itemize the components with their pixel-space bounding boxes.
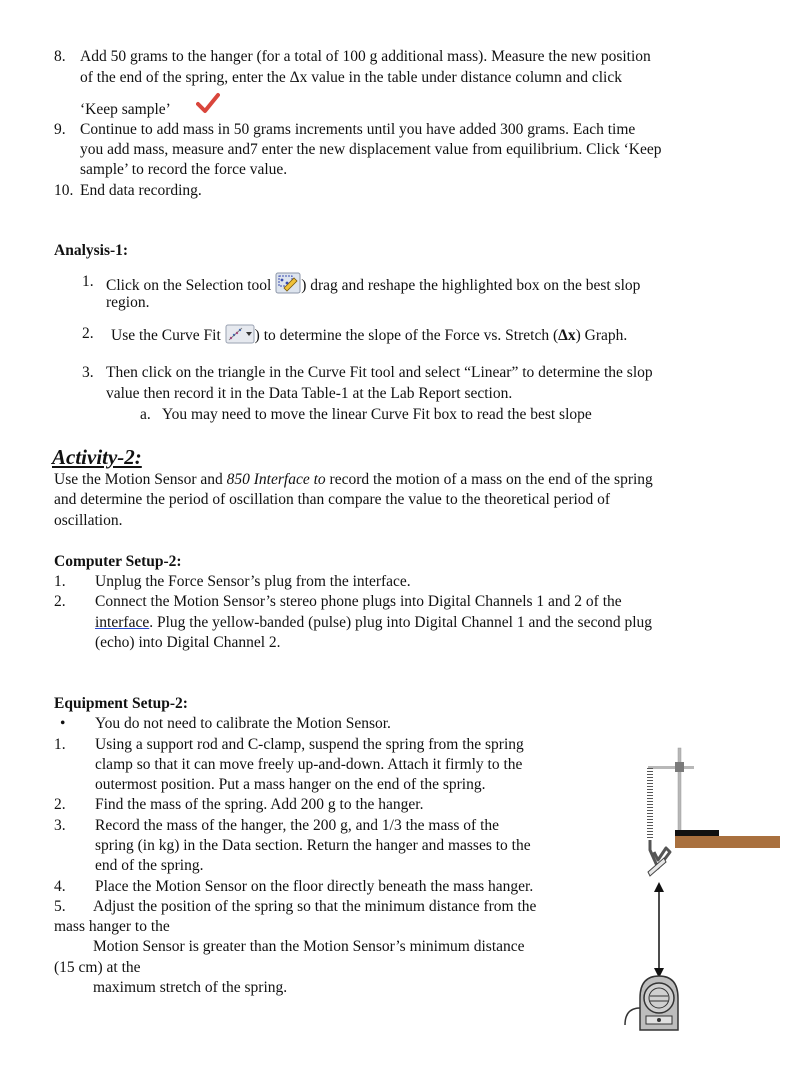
equipment-item-3-line-2: spring (in kg) in the Data section. Return the hanger and masses to the [95, 837, 531, 854]
computer-setup-item-2-line-1: Connect the Motion Sensor’s stereo phone plugs into Digital Channels 1 and 2 of the [95, 593, 622, 610]
equipment-item-4-text: Place the Motion Sensor on the floor directly beneath the mass hanger. [95, 878, 534, 895]
equipment-item-1-line-3: outermost position. Put a mass hanger on the end of the spring. [95, 776, 486, 793]
computer-setup-item-1-text: Unplug the Force Sensor’s plug from the interface. [95, 573, 411, 590]
analysis-item-3-line-2: value then record it in the Data Table-1 at the Lab Report section. [106, 385, 513, 402]
equipment-bullet: • [60, 715, 66, 732]
analysis-item-1-line-2: region. [106, 294, 150, 311]
equipment-bullet-text: You do not need to calibrate the Motion Sensor. [95, 715, 391, 732]
analysis-item-3-number: 3. [82, 364, 94, 381]
equipment-item-3-line-1: Record the mass of the hanger, the 200 g, and 1/3 the mass of the [95, 817, 499, 834]
equipment-item-1-line-1: Using a support rod and C-clamp, suspend the spring from the spring [95, 736, 524, 753]
cross-bar [648, 766, 694, 769]
step-9-number: 9. [54, 121, 66, 138]
keep-sample-label: ‘Keep sample’ [80, 101, 171, 118]
table [675, 836, 780, 848]
equipment-item-4-number: 4. [54, 878, 66, 895]
computer-setup-item-2-line-2-rest: . Plug the yellow-banded (pulse) plug into Digital Channel 1 and the second plug [149, 614, 653, 631]
equipment-item-2-text: Find the mass of the spring. Add 200 g to the hanger. [95, 796, 424, 813]
activity-2-intro-line-1 [54, 470, 653, 490]
equipment-setup-heading: Equipment Setup-2: [54, 695, 188, 712]
computer-setup-item-1-number: 1. [54, 573, 66, 590]
analysis-item-2-number: 2. [82, 325, 94, 342]
rod-clamp [675, 762, 684, 772]
curve-fit-icon [225, 324, 255, 350]
selection-tool-icon [275, 272, 301, 300]
analysis-heading: Analysis-1: [54, 242, 129, 259]
analysis-item-2-before: Use the Curve Fit [111, 327, 221, 344]
step-10-number: 10. [54, 182, 74, 199]
intro-part-a: Use the Motion Sensor and [54, 471, 227, 488]
analysis-item-1-number: 1. [82, 273, 94, 290]
intro-part-c: record the motion of a mass on the end of the spring [325, 471, 653, 488]
step-8-number: 8. [54, 48, 66, 65]
equipment-item-3-line-3: end of the spring. [95, 857, 204, 874]
table-clamp [675, 830, 719, 836]
activity-2-heading: Activity-2: [52, 445, 142, 469]
computer-setup-item-2-line-3: (echo) into Digital Channel 2. [95, 634, 281, 651]
support-rod [678, 748, 681, 838]
equipment-item-5-number: 5. [54, 898, 66, 915]
motion-sensor [625, 976, 678, 1030]
equipment-item-1-number: 1. [54, 736, 66, 753]
apparatus-diagram [620, 740, 780, 1040]
step-8-line-2: of the end of the spring, enter the Δx value in the table under distance column and click [80, 69, 622, 86]
analysis-item-1-after: ) drag and reshape the highlighted box on the best slop [301, 277, 641, 294]
checkmark-icon [196, 92, 220, 114]
step-9-line-1: Continue to add mass in 50 grams increments until you have added 300 grams. Each time [80, 121, 636, 138]
computer-setup-heading: Computer Setup-2: [54, 553, 182, 570]
analysis-item-1-line-1 [106, 272, 640, 300]
equipment-item-5-line-4: (15 cm) at the [54, 959, 141, 976]
interface-link[interactable]: interface [95, 614, 150, 631]
equipment-item-5-line-2: mass hanger to the [54, 918, 170, 935]
step-10-text: End data recording. [80, 182, 202, 199]
analysis-item-3-line-1: Then click on the triangle in the Curve Fit tool and select “Linear” to determine the slop [106, 364, 653, 381]
analysis-item-2-line [111, 324, 627, 350]
step-9-line-2: you add mass, measure and7 enter the new displacement value from equilibrium. Click ‘Keep [80, 141, 662, 158]
analysis-item-3a-number: a. [140, 406, 151, 423]
equipment-item-5-line-1: Adjust the position of the spring so that the minimum distance from the [93, 898, 537, 915]
analysis-item-2-dx: Δx [558, 327, 576, 344]
equipment-item-5-line-3: Motion Sensor is greater than the Motion Sensor’s minimum distance [93, 938, 525, 955]
intro-part-b: 850 Interface to [226, 471, 326, 488]
analysis-item-1-before: Click on the Selection tool [106, 277, 272, 294]
step-9-line-3: sample’ to record the force value. [80, 161, 288, 178]
analysis-item-2-tail: ) Graph. [575, 327, 628, 344]
activity-2-intro-line-2: and determine the period of oscillation than compare the value to the theoretical period of [54, 491, 611, 508]
equipment-item-3-number: 3. [54, 817, 66, 834]
computer-setup-item-2-number: 2. [54, 593, 66, 610]
computer-setup-item-2-line-2 [95, 613, 652, 633]
equipment-item-5-line-5: maximum stretch of the spring. [93, 979, 288, 996]
equipment-item-1-line-2: clamp so that it can move freely up-and-down. Attach it firmly to the [95, 756, 523, 773]
equipment-item-2-number: 2. [54, 796, 66, 813]
step-8-line-1: Add 50 grams to the hanger (for a total of 100 g additional mass). Measure the new position [80, 48, 651, 65]
analysis-item-2-after: ) to determine the slope of the Force vs. Stretch ( [254, 327, 559, 344]
activity-2-intro-line-3: oscillation. [54, 512, 123, 529]
analysis-item-3a-text: You may need to move the linear Curve Fit box to read the best slope [162, 406, 592, 423]
step-8-line-3 [80, 100, 171, 120]
